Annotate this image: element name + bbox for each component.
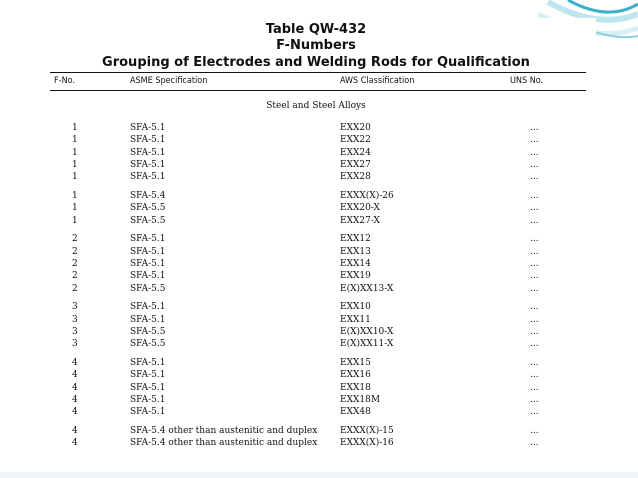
table-row	[36, 258, 596, 270]
cell-asme: SFA-5.1	[130, 172, 166, 183]
cell-asme: SFA-5.1	[130, 159, 166, 170]
cell-asme: SFA-5.4 other than austenitic and duplex	[130, 438, 318, 449]
cell-fno: 4	[72, 394, 78, 405]
section-heading: Steel and Steel Alloys	[266, 101, 366, 111]
cell-fno: 1	[72, 203, 78, 214]
table-row	[36, 338, 596, 350]
cell-uns: ...	[530, 426, 539, 437]
cell-fno: 4	[72, 382, 78, 393]
table-title-block	[36, 22, 596, 71]
cell-asme: SFA-5.1	[130, 147, 166, 158]
cell-aws: EXXX(X)-16	[340, 438, 394, 449]
cell-asme: SFA-5.5	[130, 339, 166, 350]
cell-fno: 1	[72, 135, 78, 146]
header-aws: AWS Classification	[340, 76, 415, 86]
cell-fno: 1	[72, 147, 78, 158]
cell-aws: EXX28	[340, 172, 371, 183]
header-fno: F-No.	[54, 76, 76, 86]
cell-asme: SFA-5.4 other than austenitic and duplex	[130, 426, 318, 437]
cell-aws: E(X)XX13-X	[340, 283, 394, 294]
cell-aws: EXX19	[340, 271, 371, 282]
table-row	[36, 171, 596, 183]
cell-asme: SFA-5.1	[130, 271, 166, 282]
cell-aws: EXX12	[340, 234, 371, 245]
cell-aws: EXX27	[340, 159, 371, 170]
cell-fno: 2	[72, 271, 78, 282]
cell-asme: SFA-5.1	[130, 382, 166, 393]
cell-fno: 4	[72, 438, 78, 449]
cell-uns: ...	[530, 246, 539, 257]
cell-asme: SFA-5.1	[130, 314, 166, 325]
cell-aws: EXX18M	[340, 394, 381, 405]
cell-fno: 3	[72, 339, 78, 350]
cell-fno: 1	[72, 215, 78, 226]
table-row	[36, 134, 596, 146]
cell-fno: 1	[72, 159, 78, 170]
cell-asme: SFA-5.1	[130, 370, 166, 381]
cell-aws: EXX24	[340, 147, 371, 158]
cell-aws: EXXX(X)-15	[340, 426, 394, 437]
cell-fno: 2	[72, 246, 78, 257]
cell-uns: ...	[530, 314, 539, 325]
table-row	[36, 326, 596, 338]
table-row	[36, 202, 596, 214]
table-row	[36, 314, 596, 326]
cell-asme: SFA-5.1	[130, 246, 166, 257]
cell-aws: EXX16	[340, 370, 371, 381]
table-row	[36, 215, 596, 227]
cell-uns: ...	[530, 339, 539, 350]
cell-uns: ...	[530, 382, 539, 393]
table-row	[36, 283, 596, 295]
header-uns: UNS No.	[510, 76, 544, 86]
cell-asme: SFA-5.5	[130, 203, 166, 214]
cell-fno: 2	[72, 234, 78, 245]
cell-fno: 2	[72, 283, 78, 294]
table-row	[36, 301, 596, 313]
cell-asme: SFA-5.1	[130, 135, 166, 146]
cell-uns: ...	[530, 147, 539, 158]
cell-aws: EXX27-X	[340, 215, 380, 226]
cell-fno: 4	[72, 370, 78, 381]
cell-asme: SFA-5.1	[130, 258, 166, 269]
table-row	[36, 122, 596, 134]
row-group	[36, 301, 596, 350]
cell-asme: SFA-5.1	[130, 234, 166, 245]
table-row	[36, 369, 596, 381]
cell-asme: SFA-5.1	[130, 302, 166, 313]
table-title: Table QW-432	[265, 22, 367, 37]
cell-fno: 1	[72, 123, 78, 133]
cell-aws: EXX22	[340, 135, 371, 146]
cell-uns: ...	[530, 394, 539, 405]
document-page	[36, 18, 596, 452]
table-row	[36, 382, 596, 394]
cell-aws: E(X)XX11-X	[340, 339, 394, 350]
cell-fno: 1	[72, 172, 78, 183]
table-row	[36, 246, 596, 258]
cell-uns: ...	[530, 358, 539, 369]
cell-fno: 4	[72, 358, 78, 369]
cell-uns: ...	[530, 283, 539, 294]
table-row	[36, 147, 596, 159]
cell-fno: 4	[72, 426, 78, 437]
cell-aws: EXX15	[340, 358, 371, 369]
row-group	[36, 190, 596, 227]
cell-aws: EXX20	[340, 123, 371, 133]
cell-uns: ...	[530, 407, 539, 418]
cell-uns: ...	[530, 258, 539, 269]
row-group	[36, 357, 596, 418]
table-row	[36, 233, 596, 245]
table-body	[36, 122, 596, 456]
cell-uns: ...	[530, 172, 539, 183]
table-caption: Grouping of Electrodes and Welding Rods for Qualification	[102, 55, 530, 70]
cell-fno: 3	[72, 326, 78, 337]
cell-asme: SFA-5.5	[130, 215, 166, 226]
cell-aws: EXX20-X	[340, 203, 380, 214]
cell-uns: ...	[530, 203, 539, 214]
cell-uns: ...	[530, 302, 539, 313]
cell-aws: EXXX(X)-26	[340, 190, 394, 201]
cell-aws: EXX10	[340, 302, 371, 313]
table-row	[36, 406, 596, 418]
cell-aws: E(X)XX10-X	[340, 326, 394, 337]
header-top-rule	[50, 72, 586, 73]
cell-aws: EXX14	[340, 258, 371, 269]
cell-fno: 1	[72, 190, 78, 201]
cell-fno: 4	[72, 407, 78, 418]
header-asme: ASME Specification	[130, 76, 208, 86]
cell-fno: 2	[72, 258, 78, 269]
cell-uns: ...	[530, 190, 539, 201]
cell-fno: 3	[72, 314, 78, 325]
cell-asme: SFA-5.1	[130, 123, 166, 133]
row-group	[36, 425, 596, 450]
cell-uns: ...	[530, 135, 539, 146]
row-group	[36, 233, 596, 294]
cell-uns: ...	[530, 123, 539, 133]
cell-asme: SFA-5.1	[130, 407, 166, 418]
cell-uns: ...	[530, 234, 539, 245]
cell-asme: SFA-5.1	[130, 394, 166, 405]
cell-aws: EXX48	[340, 407, 371, 418]
cell-asme: SFA-5.1	[130, 358, 166, 369]
cell-aws: EXX11	[340, 314, 371, 325]
table-row	[36, 357, 596, 369]
cell-asme: SFA-5.5	[130, 283, 166, 294]
cell-uns: ...	[530, 438, 539, 449]
cell-asme: SFA-5.5	[130, 326, 166, 337]
cell-uns: ...	[530, 271, 539, 282]
table-row	[36, 190, 596, 202]
table-row	[36, 270, 596, 282]
cell-uns: ...	[530, 159, 539, 170]
table-row	[36, 437, 596, 449]
table-subtitle: F-Numbers	[276, 38, 356, 53]
cell-aws: EXX18	[340, 382, 371, 393]
table-row	[36, 425, 596, 437]
row-group	[36, 122, 596, 183]
cell-aws: EXX13	[340, 246, 371, 257]
cell-uns: ...	[530, 370, 539, 381]
cell-fno: 3	[72, 302, 78, 313]
table-row	[36, 394, 596, 406]
table-row	[36, 159, 596, 171]
header-bottom-rule	[50, 90, 586, 91]
cell-uns: ...	[530, 215, 539, 226]
cell-uns: ...	[530, 326, 539, 337]
cell-asme: SFA-5.4	[130, 190, 166, 201]
